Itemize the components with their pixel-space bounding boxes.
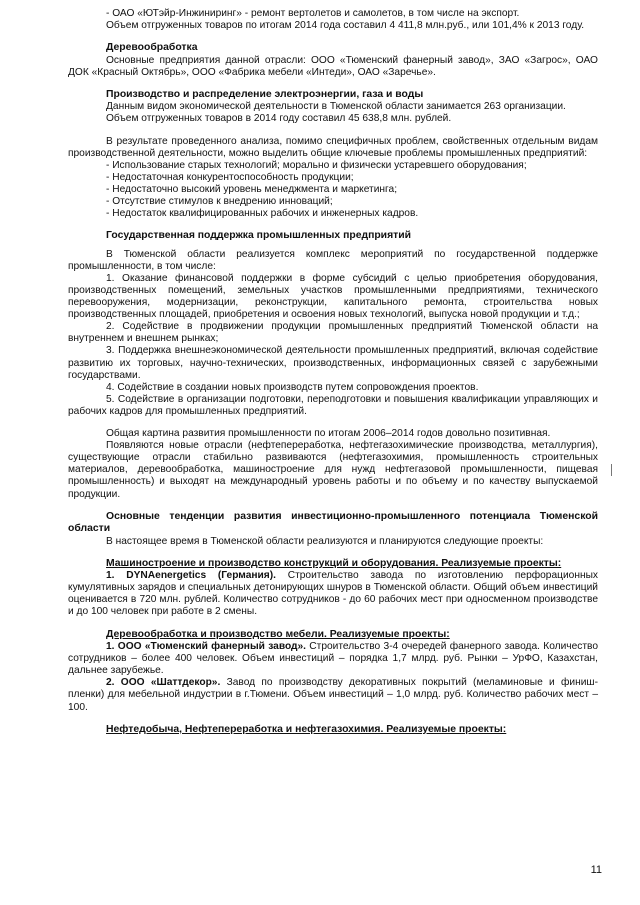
- project-name: 1. DYNAenergetics (Германия).: [106, 570, 276, 582]
- paragraph-utair: - ОАО «ЮТэйр-Инжиниринг» - ремонт вертолетов и самолетов, в том числе на экспорт.: [106, 8, 520, 19]
- paragraph-projects-intro: В настоящее время в Тюменской области реализуются и планируются следующие проекты:: [106, 535, 544, 547]
- heading-energy: Производство и распределение электроэнергии, газа и воды: [106, 88, 424, 100]
- paragraph-woodwork: Основные предприятия данной отрасли: ООО «Тюменский фанерный завод», ЗАО «Загрос», ОАО ДОК «Красный Октябрь», ООО «Фабрика мебели «Интеди», ОАО «Заречье».: [68, 54, 598, 78]
- list-item: 5. Содействие в организации подготовки, переподготовки и повышения квалификации управляющих и рабочих кадров для промышленных предприятий.: [68, 393, 598, 417]
- document-page: [68, 0, 598, 736]
- heading-furniture: Деревообработка и производство мебели. Реализуемые проекты:: [106, 628, 450, 640]
- list-item: - Использование старых технологий; морально и физически устаревшего оборудования;: [106, 159, 527, 171]
- list-item: - Отсутствие стимулов к внедрению инноваций;: [106, 196, 333, 208]
- paragraph-new-industries: Появляются новые отрасли (нефтепереработка, нефтегазохимические производства, металлургия), существующие отрасли стабильно развиваются (нефтегазохимия, промышленность строительных материалов, деревообработка, машиностроение для нужд нефтегазовой промышленности, пищевая промышленность) и выходят на международный уровень работы и по объему и по качеству выпускаемой продукции.: [68, 440, 598, 500]
- heading-trends: Основные тенденции развития инвестиционно-промышленного потенциала Тюменской области: [68, 510, 598, 535]
- heading-woodwork: Деревообработка: [106, 42, 198, 54]
- paragraph-schattdecor: [68, 677, 598, 713]
- list-item: - Недостаточно высокий уровень менеджмента и маркетинга;: [106, 183, 398, 195]
- paragraph-dynaenergetics: [68, 570, 598, 618]
- list-item: - Недостаточная конкурентоспособность продукции;: [106, 171, 354, 183]
- heading-machine-building: Машиностроение и производство конструкций и оборудования. Реализуемые проекты:: [106, 557, 562, 569]
- paragraph-plywood-plant: [68, 641, 598, 677]
- list-item: 2. Содействие в продвижении продукции промышленных предприятий Тюменской области на внутреннем и внешнем рынках;: [68, 321, 598, 345]
- paragraph-shipped-2014: Объем отгруженных товаров по итогам 2014 года составил 4 411,8 млн.руб., или 101,4% к 2013 году.: [106, 20, 585, 32]
- project-description: Строительство 3-4 очередей фанерного завода. Количество сотрудников – более 400 человек. Объем инвестиций – порядка 1,7 млрд. руб. Рынки – УрФО, Казахстан, дальнее зарубежье.: [68, 641, 598, 677]
- project-name: 2. ООО «Шаттдекор».: [106, 677, 221, 689]
- list-item: 3. Поддержка внешнеэкономической деятельности промышленных предприятий, включая содействие развитию их торговых, научно-технических, производственных, информационных связей с зарубежными государствами.: [68, 345, 598, 381]
- project-description: Строительство завода по изготовлению перфорационных кумулятивных зарядов и специальных детонирующих шнуров в Тюменской области. Общий объем инвестиций оценивается в 720 млн. рублей. Количество сотрудников - до 60 рабочих мест при односменном производстве и до 100 человек при работе в 2 смены.: [68, 570, 598, 618]
- list-item: 4. Содействие в создании новых производств путем сопровождения проектов.: [106, 381, 479, 393]
- paragraph-problems-intro: В результате проведенного анализа, помимо специфичных проблем, свойственных отдельным видам производственной деятельности, можно выделить общие ключевые проблемы промышленных предприятий:: [68, 135, 598, 159]
- heading-oil: Нефтедобыча, Нефтепереработка и нефтегазохимия. Реализуемые проекты:: [106, 723, 507, 735]
- page-number: 11: [590, 864, 602, 876]
- paragraph-energy-orgs: Данным видом экономической деятельности в Тюменской области занимается 263 организации.: [106, 101, 566, 113]
- project-description: Завод по производству декоративных покрытий (меламиновые и финиш-пленки) для мебельной индустрии в г.Тюмени. Объем инвестиций – 1,0 млрд. руб. Количество рабочих мест – 100.: [68, 677, 598, 713]
- list-item: 1. Оказание финансовой поддержки в форме субсидий с целью приобретения оборудования, производственных помещений, земельных участков промышленными предприятиями, технического перевооружения, модернизации, реконструкции, капитального ремонта, строительства новых производственных площадей, приобретения и освоения новых технологий, выпуска новой продукции и т.д.;: [68, 272, 598, 321]
- paragraph-support-intro: В Тюменской области реализуется комплекс мероприятий по государственной поддержке промышленности, в том числе:: [68, 248, 598, 272]
- scan-mark: [622, 462, 626, 484]
- paragraph-energy-volume: Объем отгруженных товаров в 2014 году составил 45 638,8 млн. рублей.: [106, 113, 452, 125]
- heading-state-support: Государственная поддержка промышленных предприятий: [106, 230, 412, 242]
- paragraph-general-picture: Общая картина развития промышленности по итогам 2006–2014 годов довольно позитивная.: [106, 428, 551, 440]
- list-item: - Недостаток квалифицированных рабочих и инженерных кадров.: [106, 208, 419, 220]
- project-name: 1. ООО «Тюменский фанерный завод».: [106, 641, 306, 653]
